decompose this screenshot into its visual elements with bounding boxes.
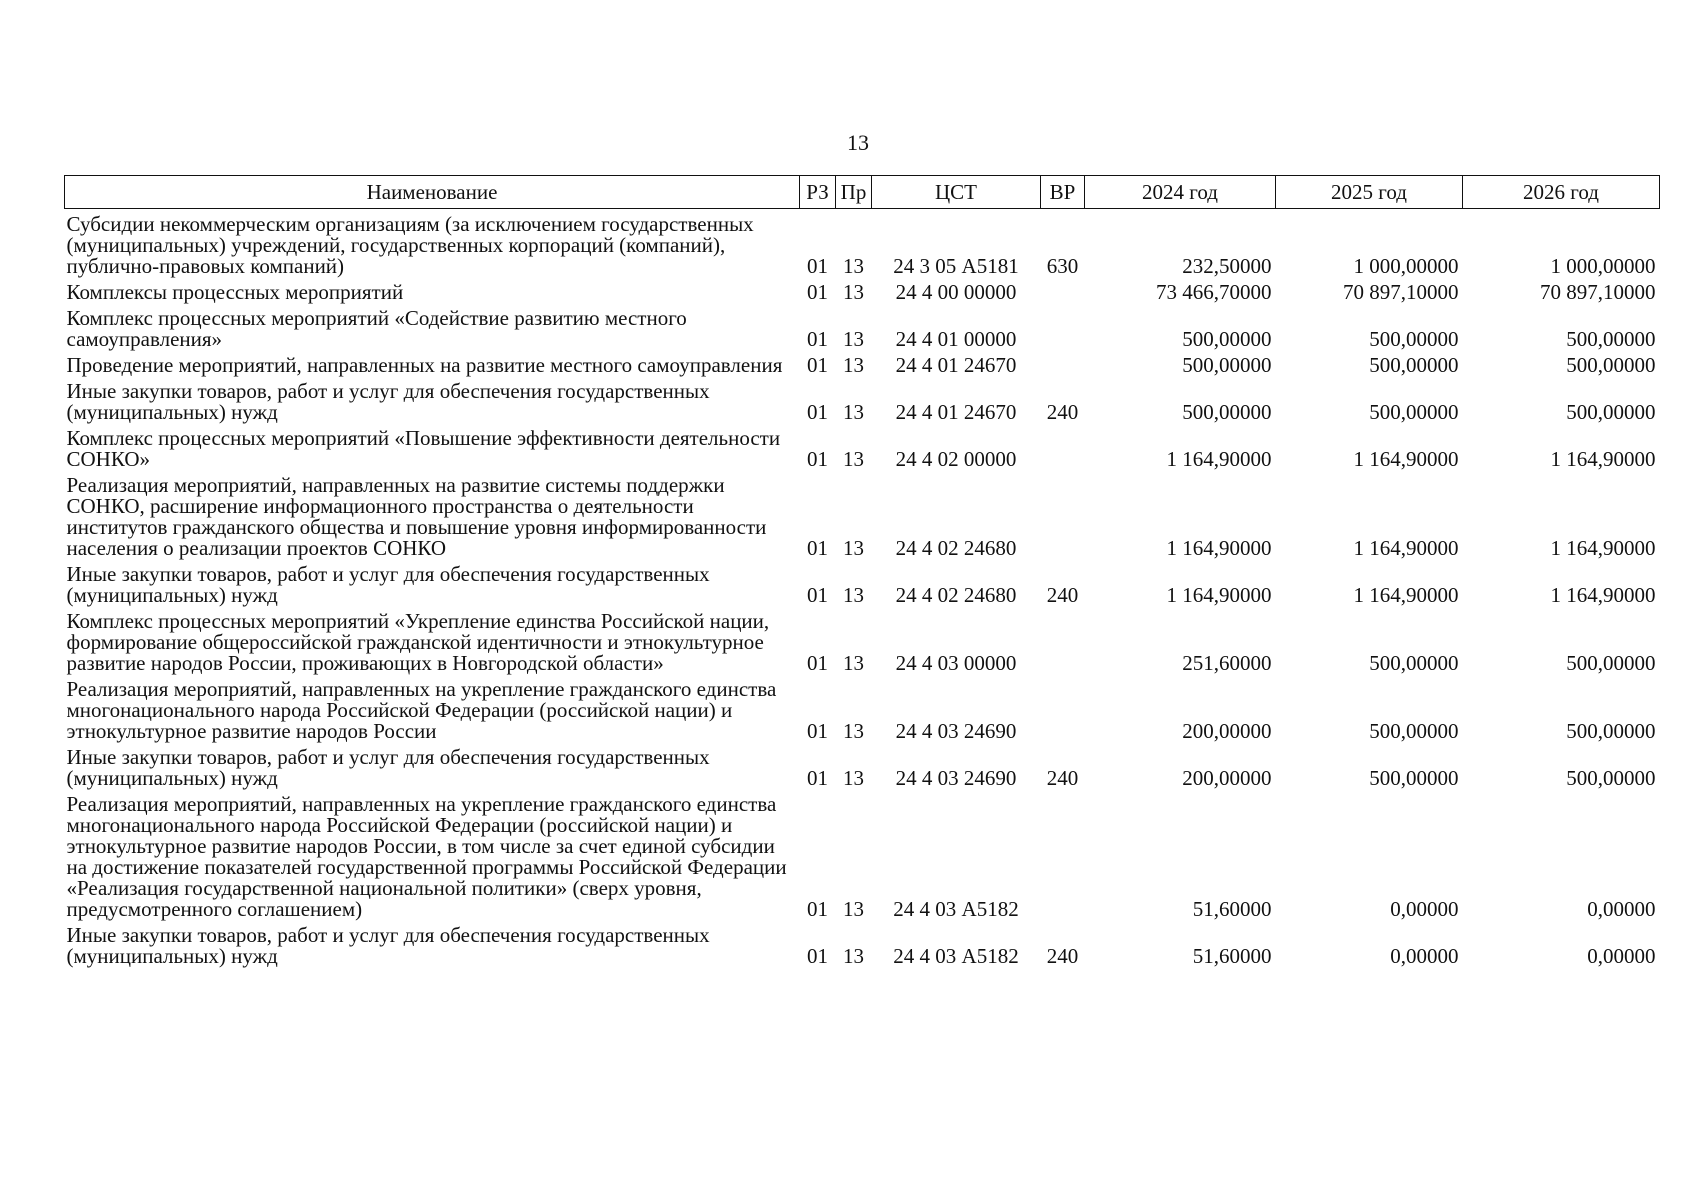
cell-2025: 500,00000 <box>1369 719 1459 743</box>
cell-name: Проведение мероприятий, направленных на развитие местного самоуправления <box>66 353 783 377</box>
header-2026: 2026 год <box>1463 176 1660 209</box>
cell-name: Иные закупки товаров, работ и услуг для обеспечения государственных (муниципальных) нужд <box>66 745 710 790</box>
cell-pr: 13 <box>843 353 864 377</box>
table-row <box>65 925 1660 972</box>
cell-name: Иные закупки товаров, работ и услуг для обеспечения государственных (муниципальных) нужд <box>66 379 710 424</box>
cell-2026: 1 164,90000 <box>1550 447 1656 471</box>
cell-cst: 24 4 01 00000 <box>895 327 1017 351</box>
cell-name: Реализация мероприятий, направленных на укрепление гражданского единства многонационального народа Российской Федерации (российской нации) и этнокультурное развитие народов России, в том числе за счет единой субсидии на достижение показателей государственной программы Российской Федерации «Реализация государственной национальной политики» (сверх уровня, предусмотренного соглашением) <box>66 792 787 921</box>
table-row <box>65 282 1660 308</box>
cell-vr <box>1041 428 1085 475</box>
cell-2025: 1 000,00000 <box>1353 254 1459 278</box>
cell-name: Комплексы процессных мероприятий <box>66 280 404 304</box>
cell-2024: 232,50000 <box>1182 254 1272 278</box>
table-row <box>65 428 1660 475</box>
header-vr: ВР <box>1041 176 1085 209</box>
table-row <box>65 308 1660 355</box>
cell-2024: 251,60000 <box>1182 651 1272 675</box>
cell-2025: 0,00000 <box>1390 944 1459 968</box>
cell-2025: 70 897,10000 <box>1343 280 1459 304</box>
cell-pr: 13 <box>843 327 864 351</box>
cell-vr: 240 <box>1046 583 1079 607</box>
cell-pr: 13 <box>843 897 864 921</box>
cell-pr: 13 <box>843 766 864 790</box>
cell-2025: 1 164,90000 <box>1353 536 1459 560</box>
table-row <box>65 564 1660 611</box>
table-row <box>65 381 1660 428</box>
cell-pr: 13 <box>843 254 864 278</box>
page-number: 13 <box>847 130 869 155</box>
cell-2024: 1 164,90000 <box>1166 583 1272 607</box>
cell-cst: 24 4 02 24680 <box>895 583 1017 607</box>
table-row <box>65 747 1660 794</box>
cell-vr <box>1041 475 1085 564</box>
cell-cst: 24 4 00 00000 <box>895 280 1017 304</box>
cell-name: Реализация мероприятий, направленных на развитие системы поддержки СОНКО, расширение информационного пространства о деятельности институтов гражданского общества и повышение уровня информированности населения о реализации проектов СОНКО <box>66 473 767 560</box>
cell-vr: 630 <box>1046 254 1079 278</box>
cell-pr: 13 <box>843 651 864 675</box>
cell-2025: 1 164,90000 <box>1353 583 1459 607</box>
cell-rz: 01 <box>807 280 828 304</box>
cell-cst: 24 4 03 А5182 <box>893 944 1019 968</box>
cell-cst: 24 4 03 24690 <box>895 719 1017 743</box>
cell-2026: 500,00000 <box>1566 327 1656 351</box>
cell-2024: 73 466,70000 <box>1156 280 1272 304</box>
cell-2024: 500,00000 <box>1182 400 1272 424</box>
cell-vr <box>1041 282 1085 308</box>
table-row <box>65 355 1660 381</box>
cell-name: Субсидии некоммерческим организациям (за исключением государственных (муниципальных) учреждений, государственных корпораций (компаний), публично-правовых компаний) <box>66 212 754 278</box>
cell-2024: 1 164,90000 <box>1166 536 1272 560</box>
cell-cst: 24 4 02 24680 <box>895 536 1017 560</box>
cell-2025: 1 164,90000 <box>1353 447 1459 471</box>
cell-2025: 500,00000 <box>1369 353 1459 377</box>
cell-cst: 24 4 03 А5182 <box>893 897 1019 921</box>
cell-vr <box>1041 679 1085 747</box>
cell-vr <box>1041 794 1085 925</box>
cell-pr: 13 <box>843 447 864 471</box>
cell-pr: 13 <box>843 719 864 743</box>
table-row <box>65 679 1660 747</box>
cell-cst: 24 4 01 24670 <box>895 400 1017 424</box>
cell-pr: 13 <box>843 400 864 424</box>
cell-2024: 200,00000 <box>1182 766 1272 790</box>
cell-cst: 24 4 01 24670 <box>895 353 1017 377</box>
cell-2025: 500,00000 <box>1369 400 1459 424</box>
cell-name: Иные закупки товаров, работ и услуг для обеспечения государственных (муниципальных) нужд <box>66 923 710 968</box>
cell-vr: 240 <box>1046 944 1079 968</box>
cell-2026: 500,00000 <box>1566 719 1656 743</box>
cell-vr <box>1041 308 1085 355</box>
cell-rz: 01 <box>807 400 828 424</box>
cell-rz: 01 <box>807 353 828 377</box>
cell-rz: 01 <box>807 651 828 675</box>
cell-2024: 200,00000 <box>1182 719 1272 743</box>
table-row <box>65 794 1660 925</box>
cell-vr: 240 <box>1046 400 1079 424</box>
cell-vr <box>1041 355 1085 381</box>
cell-2026: 500,00000 <box>1566 400 1656 424</box>
cell-2024: 500,00000 <box>1182 353 1272 377</box>
cell-2025: 500,00000 <box>1369 327 1459 351</box>
cell-cst: 24 4 03 24690 <box>895 766 1017 790</box>
cell-rz: 01 <box>807 944 828 968</box>
cell-2026: 500,00000 <box>1566 353 1656 377</box>
cell-pr: 13 <box>843 280 864 304</box>
table-body <box>65 209 1660 973</box>
cell-2026: 1 000,00000 <box>1550 254 1656 278</box>
cell-rz: 01 <box>807 327 828 351</box>
cell-name: Комплекс процессных мероприятий «Содействие развитию местного самоуправления» <box>66 306 687 351</box>
cell-rz: 01 <box>807 719 828 743</box>
cell-name: Комплекс процессных мероприятий «Укрепление единства Российской нации, формирование общероссийской гражданской идентичности и этнокультурное развитие народов России, проживающих в Новгородской области» <box>66 609 770 675</box>
cell-pr: 13 <box>843 583 864 607</box>
cell-2026: 500,00000 <box>1566 766 1656 790</box>
cell-2024: 1 164,90000 <box>1166 447 1272 471</box>
table-row <box>65 611 1660 679</box>
header-cst: ЦСТ <box>872 176 1041 209</box>
cell-2026: 70 897,10000 <box>1540 280 1656 304</box>
header-name: Наименование <box>65 176 800 209</box>
cell-rz: 01 <box>807 254 828 278</box>
cell-vr <box>1041 611 1085 679</box>
cell-2026: 0,00000 <box>1587 944 1656 968</box>
table-row <box>65 475 1660 564</box>
cell-name: Реализация мероприятий, направленных на укрепление гражданского единства многонационального народа Российской Федерации (российской нации) и этнокультурное развитие народов России <box>66 677 777 743</box>
cell-vr: 240 <box>1046 766 1079 790</box>
header-pr: Пр <box>836 176 872 209</box>
cell-pr: 13 <box>843 536 864 560</box>
cell-2026: 1 164,90000 <box>1550 536 1656 560</box>
header-2025: 2025 год <box>1276 176 1463 209</box>
cell-2026: 0,00000 <box>1587 897 1656 921</box>
budget-table <box>64 175 1660 972</box>
cell-cst: 24 4 02 00000 <box>895 447 1017 471</box>
cell-2024: 51,60000 <box>1192 944 1272 968</box>
header-2024: 2024 год <box>1085 176 1276 209</box>
cell-2026: 1 164,90000 <box>1550 583 1656 607</box>
cell-rz: 01 <box>807 766 828 790</box>
cell-rz: 01 <box>807 447 828 471</box>
cell-2025: 500,00000 <box>1369 651 1459 675</box>
cell-2024: 51,60000 <box>1192 897 1272 921</box>
cell-cst: 24 3 05 А5181 <box>893 254 1019 278</box>
cell-rz: 01 <box>807 897 828 921</box>
table-row <box>65 209 1660 283</box>
cell-name: Иные закупки товаров, работ и услуг для обеспечения государственных (муниципальных) нужд <box>66 562 710 607</box>
cell-rz: 01 <box>807 536 828 560</box>
cell-name: Комплекс процессных мероприятий «Повышение эффективности деятельности СОНКО» <box>66 426 781 471</box>
cell-cst: 24 4 03 00000 <box>895 651 1017 675</box>
cell-2024: 500,00000 <box>1182 327 1272 351</box>
cell-2026: 500,00000 <box>1566 651 1656 675</box>
table-header-row <box>65 176 1660 209</box>
header-rz: РЗ <box>800 176 836 209</box>
cell-pr: 13 <box>843 944 864 968</box>
cell-rz: 01 <box>807 583 828 607</box>
cell-2025: 0,00000 <box>1390 897 1459 921</box>
cell-2025: 500,00000 <box>1369 766 1459 790</box>
